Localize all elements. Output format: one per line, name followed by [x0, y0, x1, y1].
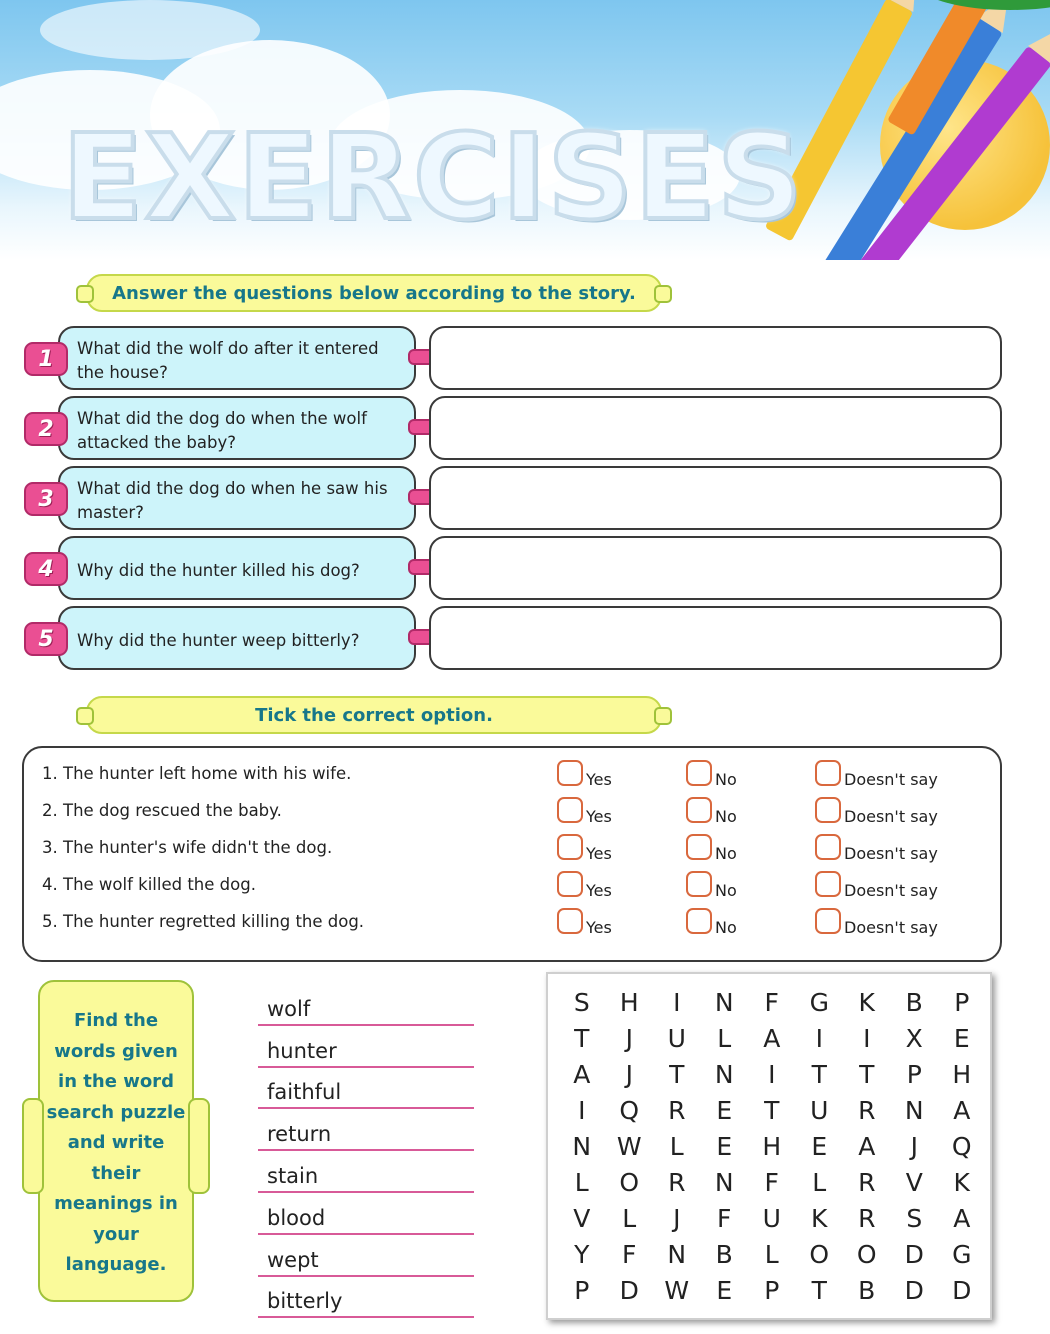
grid-letter[interactable]: D	[904, 1275, 924, 1305]
option-label: Yes	[586, 844, 612, 863]
word-item[interactable]: wolf	[258, 984, 474, 1026]
grid-letter[interactable]: U	[667, 1023, 686, 1053]
grid-letter[interactable]: I	[815, 1023, 823, 1053]
grid-row	[558, 1200, 986, 1236]
tick-instruction: Tick the correct option.	[255, 704, 493, 726]
tick-row-3	[42, 834, 992, 864]
grid-letter[interactable]: J	[673, 1203, 681, 1233]
grid-letter[interactable]: J	[625, 1023, 633, 1053]
grid-row	[558, 1236, 986, 1272]
tick-statement: 3. The hunter's wife didn't the dog.	[42, 838, 333, 857]
option-label: No	[715, 807, 737, 826]
checkbox-no[interactable]	[686, 760, 712, 786]
tick-statement: 2. The dog rescued the baby.	[42, 801, 282, 820]
option-doesnt-say[interactable]	[815, 871, 938, 900]
grid-letter[interactable]: T	[669, 1059, 685, 1089]
grid-letter[interactable]: D	[904, 1239, 924, 1269]
grid-letter[interactable]: R	[858, 1167, 876, 1197]
grid-letter[interactable]: F	[764, 1167, 779, 1197]
grid-letter[interactable]: T	[574, 1023, 590, 1053]
checkbox-no[interactable]	[686, 908, 712, 934]
grid-row	[558, 1020, 986, 1056]
grid-letter[interactable]: E	[716, 1275, 733, 1305]
grid-letter[interactable]: I	[768, 1059, 776, 1089]
grid-letter[interactable]: H	[762, 1131, 782, 1161]
word-item[interactable]: faithful	[258, 1068, 474, 1110]
instruction-side-cap	[188, 1098, 210, 1194]
question-number-badge: 1	[24, 342, 68, 376]
grid-letter[interactable]: L	[574, 1167, 589, 1197]
instruction-line: your	[93, 1223, 139, 1245]
grid-letter[interactable]: N	[714, 987, 734, 1017]
option-no[interactable]	[686, 908, 737, 937]
grid-letter[interactable]: A	[953, 1203, 971, 1233]
answer-field-5[interactable]	[429, 606, 1002, 670]
instruction-line: language.	[65, 1254, 167, 1275]
option-label: Doesn't say	[844, 807, 938, 826]
grid-letter[interactable]: I	[863, 1023, 871, 1053]
option-label: Yes	[586, 881, 612, 900]
grid-letter[interactable]: W	[616, 1131, 642, 1161]
grid-letter[interactable]: H	[619, 987, 639, 1017]
checkbox-no[interactable]	[686, 834, 712, 860]
grid-letter[interactable]: J	[625, 1059, 633, 1089]
option-doesnt-say[interactable]	[815, 797, 938, 826]
grid-letter[interactable]: Q	[619, 1095, 640, 1125]
answer-field-1[interactable]	[429, 326, 1002, 390]
question-text-box	[58, 466, 416, 530]
grid-letter[interactable]: K	[953, 1167, 970, 1197]
option-label: Doesn't say	[844, 918, 938, 937]
grid-letter[interactable]: K	[858, 987, 875, 1017]
tick-row-4	[42, 871, 992, 901]
grid-letter[interactable]: H	[952, 1059, 972, 1089]
grid-row	[558, 1056, 986, 1092]
question-text: What did the wolf do after it entered the house?	[77, 339, 379, 382]
grid-letter[interactable]: Q	[951, 1131, 972, 1161]
question-text: Why did the hunter killed his dog?	[77, 561, 360, 580]
checkbox-yes[interactable]	[557, 797, 583, 823]
grid-row	[558, 1272, 986, 1308]
checkbox-doesnt-say[interactable]	[815, 834, 841, 860]
instruction-line: in the word	[58, 1071, 174, 1092]
instruction-line: their	[91, 1162, 141, 1184]
grid-row	[558, 984, 986, 1020]
grid-letter[interactable]: P	[906, 1059, 922, 1089]
word-item[interactable]: bitterly	[258, 1277, 474, 1319]
grid-letter[interactable]: B	[905, 987, 923, 1017]
grid-letter[interactable]: I	[578, 1095, 586, 1125]
tick-statement: 4. The wolf killed the dog.	[42, 875, 256, 894]
instruction-line: and write	[67, 1132, 165, 1153]
question-text: Why did the hunter weep bitterly?	[77, 631, 360, 650]
grid-letter[interactable]: J	[910, 1131, 918, 1161]
question-number-badge: 2	[24, 412, 68, 446]
checkbox-doesnt-say[interactable]	[815, 871, 841, 897]
grid-row	[558, 1092, 986, 1128]
option-yes[interactable]	[557, 908, 612, 937]
question-text-box	[58, 326, 416, 390]
grid-letter[interactable]: L	[764, 1239, 779, 1269]
checkbox-doesnt-say[interactable]	[815, 908, 841, 934]
banner-cap-left	[76, 707, 94, 725]
question-text-box	[58, 536, 416, 600]
grid-letter[interactable]: N	[904, 1095, 924, 1125]
grid-letter[interactable]: O	[856, 1239, 877, 1269]
word-item[interactable]: blood	[258, 1193, 474, 1235]
option-doesnt-say[interactable]	[815, 834, 938, 863]
question-number-badge: 5	[24, 622, 68, 656]
grid-letter[interactable]: G	[809, 987, 829, 1017]
word-item[interactable]: hunter	[258, 1026, 474, 1068]
grid-letter[interactable]: U	[810, 1095, 829, 1125]
word-search-instruction-box	[38, 980, 194, 1302]
grid-letter[interactable]: E	[953, 1023, 970, 1053]
grid-letter[interactable]: O	[619, 1167, 640, 1197]
grid-letter[interactable]: N	[714, 1059, 734, 1089]
grid-letter[interactable]: V	[905, 1167, 923, 1197]
page-title: EXERCISES	[62, 108, 805, 246]
question-row-3	[24, 466, 1004, 530]
tick-row-2	[42, 797, 992, 827]
answer-field-4[interactable]	[429, 536, 1002, 600]
option-label: No	[715, 844, 737, 863]
word-item[interactable]: wept	[258, 1235, 474, 1277]
tick-instruction-banner	[86, 696, 662, 734]
grid-letter[interactable]: L	[717, 1023, 732, 1053]
grid-letter[interactable]: W	[664, 1275, 690, 1305]
tick-statement: 1. The hunter left home with his wife.	[42, 764, 352, 783]
grid-letter[interactable]: E	[811, 1131, 828, 1161]
banner-cap-right	[654, 285, 672, 303]
grid-letter[interactable]: L	[622, 1203, 637, 1233]
banner-cap-left	[76, 285, 94, 303]
option-label: No	[715, 881, 737, 900]
checkbox-doesnt-say[interactable]	[815, 760, 841, 786]
grid-letter[interactable]: K	[811, 1203, 828, 1233]
grid-letter[interactable]: T	[811, 1059, 827, 1089]
grid-letter[interactable]: F	[764, 987, 779, 1017]
question-text: What did the dog do when the wolf attacked the baby?	[77, 409, 367, 452]
option-yes[interactable]	[557, 797, 612, 826]
grid-letter[interactable]: O	[809, 1239, 830, 1269]
grid-letter[interactable]: A	[858, 1131, 876, 1161]
checkbox-no[interactable]	[686, 871, 712, 897]
grid-letter[interactable]: L	[669, 1131, 684, 1161]
grid-letter[interactable]: P	[764, 1275, 780, 1305]
option-label: Doesn't say	[844, 770, 938, 789]
question-text-box	[58, 606, 416, 670]
question-number-badge: 4	[24, 552, 68, 586]
option-label: Yes	[586, 770, 612, 789]
instruction-line: Find the	[73, 1010, 159, 1031]
option-no[interactable]	[686, 834, 737, 863]
checkbox-doesnt-say[interactable]	[815, 797, 841, 823]
header-sky-background	[0, 0, 1050, 260]
option-label: No	[715, 770, 737, 789]
option-label: Doesn't say	[844, 881, 938, 900]
checkbox-yes[interactable]	[557, 908, 583, 934]
question-row-1	[24, 326, 1004, 390]
grid-letter[interactable]: A	[953, 1095, 971, 1125]
grid-letter[interactable]: T	[811, 1275, 827, 1305]
option-no[interactable]	[686, 797, 737, 826]
word-item[interactable]: stain	[258, 1151, 474, 1193]
grid-letter[interactable]: F	[622, 1239, 637, 1269]
option-label: No	[715, 918, 737, 937]
word-search-grid	[546, 972, 992, 1320]
checkbox-no[interactable]	[686, 797, 712, 823]
grid-letter[interactable]: T	[764, 1095, 780, 1125]
checkbox-yes[interactable]	[557, 834, 583, 860]
checkbox-yes[interactable]	[557, 871, 583, 897]
option-doesnt-say[interactable]	[815, 760, 938, 789]
grid-letter[interactable]: N	[667, 1239, 687, 1269]
option-label: Yes	[586, 918, 612, 937]
grid-letter[interactable]: D	[619, 1275, 639, 1305]
option-doesnt-say[interactable]	[815, 908, 938, 937]
grid-letter[interactable]: I	[673, 987, 681, 1017]
question-row-4	[24, 536, 1004, 600]
grid-letter[interactable]: U	[762, 1203, 781, 1233]
grid-letter[interactable]: S	[573, 987, 590, 1017]
grid-letter[interactable]: R	[858, 1203, 876, 1233]
instruction-line: search puzzle	[46, 1101, 186, 1123]
option-yes[interactable]	[557, 760, 612, 789]
grid-letter[interactable]: R	[668, 1095, 686, 1125]
grid-letter[interactable]: T	[859, 1059, 875, 1089]
question-number-badge: 3	[24, 482, 68, 516]
grid-letter[interactable]: V	[573, 1203, 591, 1233]
questions-instruction-banner	[86, 274, 662, 312]
instruction-line: words given	[54, 1040, 178, 1062]
tick-panel	[22, 746, 1002, 962]
word-list	[258, 984, 474, 1318]
grid-letter[interactable]: R	[668, 1167, 686, 1197]
instruction-line: meanings in	[54, 1193, 178, 1214]
grid-letter[interactable]: P	[954, 987, 970, 1017]
question-text: What did the dog do when he saw his master?	[77, 479, 388, 522]
grid-letter[interactable]: R	[858, 1095, 876, 1125]
grid-letter[interactable]: A	[573, 1059, 591, 1089]
option-no[interactable]	[686, 871, 737, 900]
grid-letter[interactable]: A	[763, 1023, 781, 1053]
grid-letter[interactable]: L	[812, 1167, 827, 1197]
answer-field-2[interactable]	[429, 396, 1002, 460]
option-no[interactable]	[686, 760, 737, 789]
tick-row-1	[42, 760, 992, 790]
leaf-icon	[920, 0, 1050, 10]
option-yes[interactable]	[557, 834, 612, 863]
grid-letter[interactable]: B	[715, 1239, 733, 1269]
word-item[interactable]: return	[258, 1109, 474, 1151]
grid-letter[interactable]: E	[716, 1131, 733, 1161]
question-row-5	[24, 606, 1004, 670]
option-yes[interactable]	[557, 871, 612, 900]
grid-letter[interactable]: N	[572, 1131, 592, 1161]
letter-grid	[558, 984, 986, 1308]
grid-letter[interactable]: B	[858, 1275, 876, 1305]
grid-letter[interactable]: F	[717, 1203, 732, 1233]
grid-letter[interactable]: P	[574, 1275, 590, 1305]
grid-letter[interactable]: G	[952, 1239, 972, 1269]
grid-letter[interactable]: X	[905, 1023, 923, 1053]
banner-cap-right	[654, 707, 672, 725]
grid-letter[interactable]: E	[716, 1095, 733, 1125]
tick-row-5	[42, 908, 992, 938]
question-row-2	[24, 396, 1004, 460]
grid-row	[558, 1164, 986, 1200]
questions-instruction: Answer the questions below according to the story.	[112, 282, 636, 304]
option-label: Yes	[586, 807, 612, 826]
cloud	[40, 0, 260, 60]
grid-letter[interactable]: D	[952, 1275, 972, 1305]
grid-row	[558, 1128, 986, 1164]
grid-letter[interactable]: N	[714, 1167, 734, 1197]
option-label: Doesn't say	[844, 844, 938, 863]
tick-statement: 5. The hunter regretted killing the dog.	[42, 912, 365, 931]
question-text-box	[58, 396, 416, 460]
grid-letter[interactable]: Y	[574, 1239, 590, 1269]
instruction-side-cap	[22, 1098, 44, 1194]
grid-letter[interactable]: S	[906, 1203, 923, 1233]
checkbox-yes[interactable]	[557, 760, 583, 786]
answer-field-3[interactable]	[429, 466, 1002, 530]
